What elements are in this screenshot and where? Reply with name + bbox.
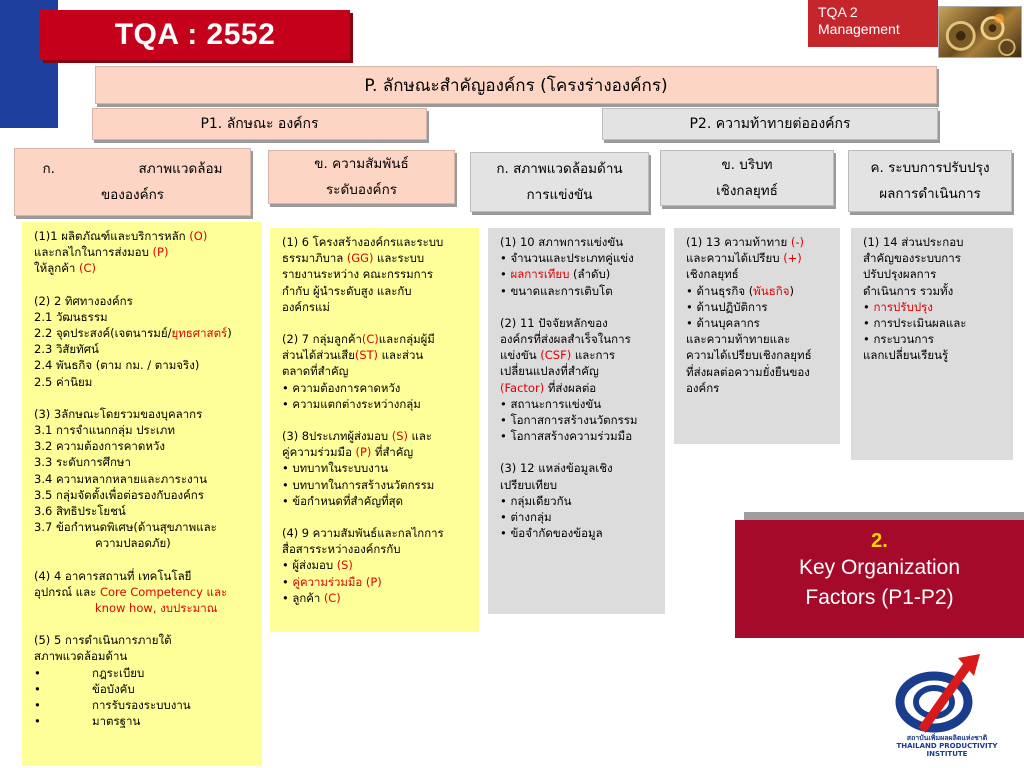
box-b-line (282, 428, 469, 444)
text: ข้อบังคับ (92, 681, 135, 696)
box-a-line: 3.3 ระดับการศึกษา (34, 455, 131, 470)
box-b-line (282, 347, 469, 363)
box-a-line: ความปลอดภัย) (95, 536, 171, 551)
key-factors-number: 2. (871, 530, 888, 552)
box-d-line: • ด้านบุคลากร (686, 316, 760, 331)
bullet: • (34, 714, 41, 729)
red-text: ยุทธศาสตร์ (171, 326, 228, 341)
red-text: Core Competency และ (99, 584, 228, 599)
p2-header (602, 108, 938, 140)
page-title: TQA : 2552 (114, 18, 276, 51)
box-d-line: เชิงกลยุทธ์ (686, 267, 739, 282)
box-b-line: สื่อสารระหว่างองค์กรกับ (282, 542, 401, 557)
text: อุปกรณ์ และ (34, 584, 100, 599)
text: และระบบ (373, 251, 425, 266)
bullet: • (34, 698, 41, 713)
box-a-line (34, 244, 252, 260)
box-c-line: • ต่างกลุ่ม (500, 510, 552, 525)
red-text: (GG) (346, 251, 374, 266)
box-c-line: • กลุ่มเดียวกัน (500, 493, 572, 508)
text: ) (789, 283, 794, 298)
column-a-line2: ขององค์กร (100, 187, 165, 203)
box-d-line (686, 250, 830, 266)
box-a-line: (4) 4 อาคารสถานที่ เทคโนโลยี (34, 568, 192, 583)
text: • (282, 574, 293, 589)
list-item (34, 713, 252, 729)
column-a-line1: สภาพแวดล้อม (138, 161, 223, 177)
box-a-line: 2.3 วิสัยทัศน์ (34, 342, 99, 357)
main-header-text: P. ลักษณะสำคัญองค์กร (โครงร่างองค์กร) (364, 75, 668, 96)
box-c-line: • ขนาดและการเติบโต (500, 283, 613, 298)
corner-badge-line2: Management (818, 21, 900, 37)
box-c-line: (2) 11 ปัจจัยหลักของ (500, 315, 608, 330)
column-header-org-relationships (268, 150, 455, 204)
column-d-line1: ข. บริบท (721, 157, 773, 173)
box-d-line (686, 234, 830, 250)
text: และส่วน (378, 348, 424, 363)
p1-header (92, 108, 427, 140)
text: และ (407, 429, 432, 444)
column-d-line2: เชิงกลยุทธ์ (716, 183, 778, 199)
strategic-context-content (674, 228, 840, 444)
box-c-line: เปรียบเทียบ (500, 477, 557, 492)
text: (1) 13 ความท้าทาย (686, 235, 791, 249)
box-d-line (686, 283, 830, 299)
box-b-line (282, 574, 469, 590)
box-a-line: 2.5 ค่านิยม (34, 374, 93, 389)
box-a-line: (5) 5 การดำเนินการภายใต้ (34, 633, 172, 648)
box-a-line: 3.4 ความหลากหลายและภาระงาน (34, 471, 207, 486)
org-relationships-content (270, 228, 479, 632)
box-c-line: • ข้อจำกัดของข้อมูล (500, 526, 603, 541)
box-c-line: (1) 10 สภาพการแข่งขัน (500, 235, 624, 249)
text: 2.2 จุดประสงค์(เจตนารมย์/ (34, 326, 172, 341)
box-b-line: ตลาดที่สำคัญ (282, 364, 349, 379)
red-text: (+) (783, 251, 802, 266)
box-e-line (863, 299, 1003, 315)
box-a-line: 3.2 ความต้องการคาดหวัง (34, 439, 165, 454)
column-b-line1: ข. ความสัมพันธ์ (314, 156, 409, 172)
competitive-environment-content (488, 228, 665, 614)
red-text: (C) (361, 332, 379, 347)
box-c-line (500, 266, 655, 282)
box-b-line: (1) 6 โครงสร้างองค์กรและระบบ (282, 235, 444, 249)
p2-header-text: P2. ความท้าทายต่อองค์กร (689, 116, 851, 132)
box-c-line: • จำนวนและประเภทคู่แข่ง (500, 251, 634, 266)
box-e-line: (1) 14 ส่วนประกอบ (863, 235, 964, 249)
tpi-logo (892, 652, 1002, 758)
main-header (95, 66, 937, 104)
text: (ลำดับ) (569, 267, 611, 282)
text: ธรรมาภิบาล (282, 251, 347, 266)
box-a-line: 3.7 ข้อกำหนดพิเศษ(ด้านสุขภาพและ (34, 520, 217, 535)
box-c-line (500, 347, 655, 363)
text: กฎระเบียบ (92, 665, 145, 680)
column-c-line1: ก. สภาพแวดล้อมด้าน (496, 161, 623, 177)
box-b-line: • ความต้องการคาดหวัง (282, 380, 401, 395)
box-a-line: 2.1 วัฒนธรรม (34, 309, 108, 324)
text: มาตรฐาน (92, 714, 141, 729)
box-b-line: • ข้อกำหนดที่สำคัญที่สุด (282, 493, 403, 508)
box-e-line: • การประเมินผลและ (863, 316, 967, 331)
gears-icon (939, 7, 1021, 57)
box-a-line: know how, งบประมาณ (95, 601, 218, 616)
box-c-line (500, 380, 655, 396)
corner-badge (808, 0, 938, 47)
red-text: (S) (391, 429, 408, 444)
box-a-line (34, 260, 252, 276)
red-text: การปรับปรุง (873, 299, 933, 314)
box-e-line: ดำเนินการ รวมทั้ง (863, 283, 954, 298)
red-text: พันธกิจ (753, 283, 790, 298)
text: คู่ความร่วมมือ (282, 445, 356, 460)
text: (1)1 ผลิตภัณฑ์และบริการหลัก (34, 229, 190, 243)
red-text: (ST) (354, 348, 378, 363)
text: ส่วนได้ส่วนเสีย (282, 348, 355, 363)
text: และกลไกในการส่งมอบ (34, 245, 153, 260)
bullet: • (34, 665, 41, 680)
title-banner (40, 10, 350, 60)
logo-caption-thai: สถาบันเพิ่มผลผลิตแห่งชาติ (906, 734, 988, 742)
box-d-line: ที่ส่งผลต่อความยั่งยืนของ (686, 364, 810, 379)
box-e-line: • กระบวนการ (863, 332, 934, 347)
column-header-org-environment (14, 148, 251, 216)
text: (2) 7 กลุ่มลูกค้า (282, 332, 362, 347)
box-c-line: องค์กรที่ส่งผลสำเร็จในการ (500, 332, 631, 347)
box-e-line: แลกเปลี่ยนเรียนรู้ (863, 348, 949, 363)
box-b-line (282, 557, 469, 573)
text: • ผู้ส่งมอบ (282, 558, 337, 573)
box-c-line: เปลี่ยนแปลงที่สำคัญ (500, 364, 599, 379)
text: แข่งขัน (500, 348, 541, 363)
text: และความได้เปรียบ (686, 251, 784, 266)
logo-caption-english: THAILAND PRODUCTIVITY INSTITUTE (896, 742, 998, 758)
box-a-line (34, 325, 252, 341)
text: • ด้านธุรกิจ ( (686, 283, 754, 298)
text: ที่สำคัญ (371, 445, 414, 460)
logo-caption (892, 734, 1002, 758)
box-e-line: สำคัญของระบบการ (863, 251, 961, 266)
red-text: (P) (152, 245, 169, 260)
text: ที่ส่งผลต่อ (544, 380, 597, 395)
red-text: (CSF) (540, 348, 572, 363)
box-c-line: • โอกาสสร้างความร่วมมือ (500, 429, 633, 444)
performance-improvement-content (851, 228, 1013, 460)
text: และกลุ่มผู้มี (378, 332, 435, 347)
box-b-line (282, 590, 469, 606)
corner-badge-line1: TQA 2 (818, 4, 858, 20)
box-e-line: ปรับปรุงผลการ (863, 267, 937, 282)
key-factors-line2: Factors (P1-P2) (805, 586, 954, 609)
box-a-line: (2) 2 ทิศทางองค์กร (34, 293, 133, 308)
gears-image (938, 6, 1022, 58)
box-a-line (34, 228, 252, 244)
text: การรับรองระบบงาน (92, 698, 191, 713)
list-item (34, 697, 252, 713)
box-b-line: • ความแตกต่างระหว่างกลุ่ม (282, 396, 421, 411)
red-text: คู่ความร่วมมือ (P) (292, 574, 382, 589)
box-b-line: รายงานระหว่าง คณะกรรมการ (282, 267, 434, 282)
box-b-line: • บทบาทในระบบงาน (282, 461, 389, 476)
column-e-line1: ค. ระบบการปรับปรุง (870, 160, 990, 176)
box-a-line: 3.6 สิทธิประโยชน์ (34, 504, 126, 519)
column-b-line2: ระดับองค์กร (326, 182, 397, 198)
box-b-line: • บทบาทในการสร้างนวัตกรรม (282, 477, 435, 492)
box-a-line: 3.5 กลุ่มจัดตั้งเพื่อต่อรองกับองค์กร (34, 487, 204, 502)
box-d-line: และความท้าทายและ (686, 332, 791, 347)
box-d-line: • ด้านปฏิบัติการ (686, 299, 768, 314)
box-b-line: (4) 9 ความสัมพันธ์และกลไกการ (282, 526, 444, 541)
column-a-prefix: ก. (42, 161, 55, 177)
red-text: (C) (323, 590, 341, 605)
red-text: (C) (79, 261, 97, 276)
column-e-line2: ผลการดำเนินการ (879, 186, 981, 202)
box-b-line: องค์กรแม่ (282, 299, 330, 314)
box-d-line: ความได้เปรียบเชิงกลยุทธ์ (686, 348, 812, 363)
key-factors-box (735, 520, 1024, 638)
p1-header-text: P1. ลักษณะ องค์กร (200, 116, 319, 132)
box-a-line: 2.4 พันธกิจ (ตาม กม. / ตามจริง) (34, 358, 200, 373)
box-a-line: สภาพแวดล้อมด้าน (34, 649, 128, 664)
text: • ลูกค้า (282, 590, 324, 605)
list-item (34, 681, 252, 697)
text: ให้ลูกค้า (34, 261, 80, 276)
bullet: • (34, 681, 41, 696)
red-text: (P) (355, 445, 372, 460)
column-header-performance-improvement (848, 150, 1012, 212)
box-b-line (282, 331, 469, 347)
key-factors-line1: Key Organization (798, 556, 961, 579)
red-text: ผลการเทียบ (510, 267, 570, 282)
red-text: (S) (336, 558, 353, 573)
box-c-line: • สถานะการแข่งขัน (500, 396, 602, 411)
box-c-line: • โอกาสการสร้างนวัตกรรม (500, 413, 638, 428)
column-header-strategic-context (660, 150, 834, 206)
box-a-line: (3) 3ลักษณะโดยรวมของบุคลากร (34, 406, 203, 421)
text: และการ (571, 348, 616, 363)
column-c-line2: การแข่งขัน (526, 187, 593, 203)
text: (3) 8ประเภทผู้ส่งมอบ (282, 429, 392, 444)
box-d-line: องค์กร (686, 380, 720, 395)
column-header-competitive-environment (470, 152, 649, 212)
box-b-line (282, 444, 469, 460)
text: ) (227, 326, 232, 341)
red-text: (Factor) (500, 380, 545, 395)
box-c-line: (3) 12 แหล่งข้อมูลเชิง (500, 461, 613, 476)
list-item (34, 665, 252, 681)
red-text: (O) (189, 229, 208, 243)
org-environment-content (22, 222, 262, 766)
text: • (500, 267, 511, 282)
box-a-line: 3.1 การจำแนกกลุ่ม ประเภท (34, 423, 175, 438)
red-text: (-) (790, 235, 805, 249)
tpi-logo-icon (892, 652, 1002, 734)
text: • (863, 299, 874, 314)
box-b-line (282, 250, 469, 266)
box-a-line (34, 584, 252, 600)
box-b-line: กำกับ ผู้นำระดับสูง และกับ (282, 283, 412, 298)
